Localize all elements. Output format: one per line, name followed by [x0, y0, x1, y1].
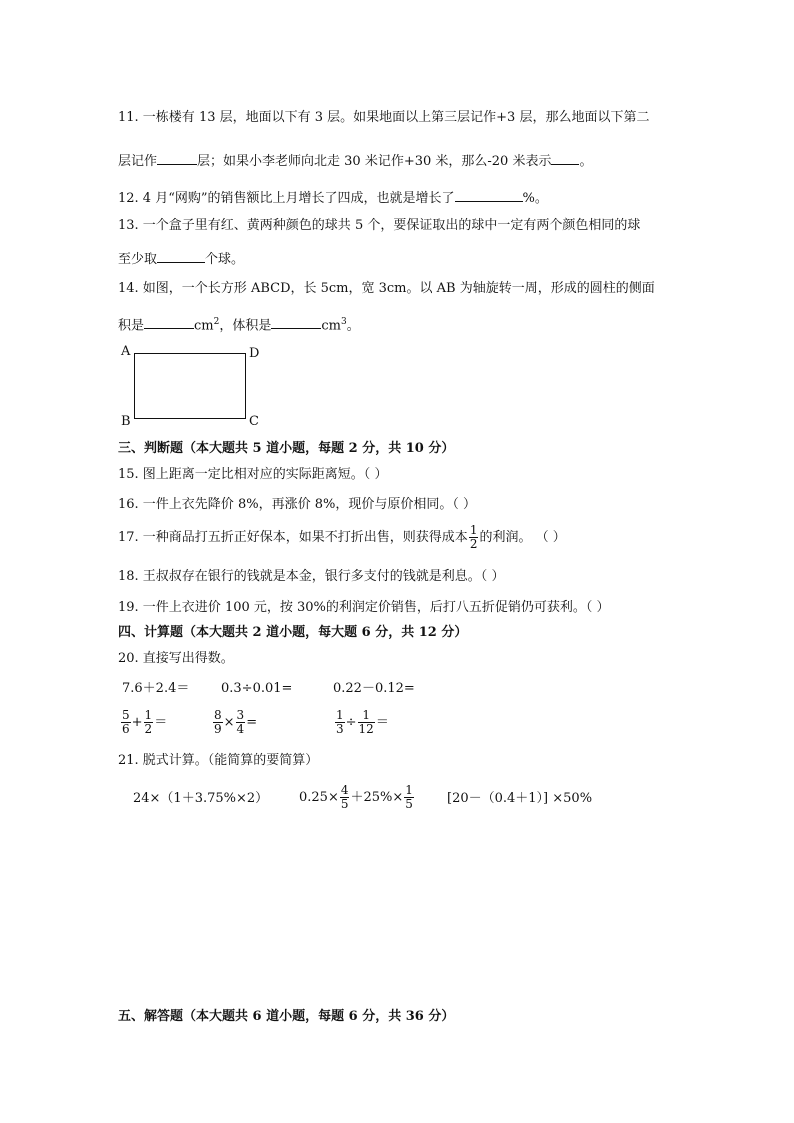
fraction — [340, 784, 350, 811]
question-12 — [118, 189, 548, 207]
fraction-denominator: 2 — [469, 537, 478, 551]
corner-label-c: C — [249, 414, 259, 429]
expr-text: ＋25%× — [350, 790, 404, 805]
q11-text-c: 。 — [579, 154, 593, 169]
q17-text-b: 的利润。 （ ） — [479, 530, 566, 545]
calc-expression: 7.6＋2.4＝ — [122, 681, 190, 696]
question-15: 15. 图上距离一定比相对应的实际距离短。（ ） — [118, 467, 388, 482]
q13-text-a: 至少取 — [118, 252, 158, 267]
fraction — [236, 709, 246, 736]
question-19: 19. 一件上衣进价 100 元，按 30%的利润定价销售，后打八五折促销仍可获利。（ ） — [118, 600, 610, 615]
calc-expression — [299, 782, 415, 814]
fraction-expression-2 — [212, 707, 257, 739]
unit-cm: cm — [194, 318, 214, 334]
fraction-denominator: 9 — [214, 722, 222, 736]
unit-exponent: 2 — [213, 317, 220, 327]
fraction-denominator: 2 — [144, 722, 153, 736]
fraction-numerator: 1 — [358, 709, 375, 723]
question-11-line1: 11. 一栋楼有 13 层，地面以下有 3 层。如果地面以上第三层记作+3 层，那么地面以下第二 — [118, 110, 650, 125]
q14-text-b: ，体积是 — [219, 318, 272, 334]
question-13-line2 — [118, 250, 244, 268]
fraction-numerator: 1 — [405, 783, 413, 797]
question-21-title: 21. 脱式计算。（能简算的要简算） — [118, 753, 319, 768]
calc-expression: 0.3÷0.01= — [221, 681, 293, 696]
corner-label-a: A — [121, 344, 131, 359]
fraction-denominator: 5 — [405, 797, 413, 811]
question-16: 16. 一件上衣先降价 8%，再涨价 8%，现价与原价相同。（ ） — [118, 497, 476, 512]
fraction — [469, 524, 479, 551]
section-3-heading: 三、判断题（本大题共 5 道小题，每题 2 分，共 10 分） — [118, 441, 455, 456]
fraction — [213, 709, 223, 736]
calc-expression: [20－（0.4＋1）] ×50% — [447, 791, 593, 806]
fraction-denominator: 4 — [236, 722, 245, 736]
q11-text-a: 层记作 — [118, 154, 158, 169]
fraction — [335, 709, 345, 736]
fraction-denominator: 12 — [358, 722, 374, 736]
answer-blank[interactable] — [157, 250, 205, 263]
fraction — [121, 709, 131, 736]
fraction — [404, 784, 414, 811]
question-14-line2 — [118, 314, 360, 334]
fraction — [358, 709, 375, 736]
q12-text-b: %。 — [522, 191, 548, 206]
fraction-expression-3 — [334, 707, 389, 739]
calc-expression: 0.22－0.12= — [333, 681, 415, 696]
fraction-denominator: 6 — [122, 722, 130, 736]
corner-label-d: D — [249, 346, 260, 361]
question-20-title: 20. 直接写出得数。 — [118, 651, 234, 666]
rectangle-shape — [134, 353, 246, 419]
fraction-numerator: 1 — [144, 708, 153, 722]
fraction-denominator: 3 — [336, 722, 344, 736]
fraction-numerator: 8 — [214, 708, 222, 722]
answer-blank[interactable] — [551, 152, 579, 165]
equals-sign: ＝ — [154, 715, 168, 730]
q17-text-a: 17. 一种商品打五折正好保本，如果不打折出售，则获得成本 — [118, 530, 468, 545]
equals-sign: ＝ — [375, 715, 389, 730]
section-4-heading: 四、计算题（本大题共 2 道小题，每大题 6 分，共 12 分） — [118, 625, 468, 640]
q14-text-c: 。 — [346, 318, 360, 334]
operator: + — [131, 715, 143, 730]
fraction-numerator: 1 — [469, 523, 478, 537]
q13-text-b: 个球。 — [205, 252, 245, 267]
unit-cm: cm — [321, 318, 341, 334]
answer-blank[interactable] — [144, 316, 194, 329]
answer-blank[interactable] — [157, 152, 197, 165]
question-11-line2 — [118, 152, 592, 170]
corner-label-b: B — [121, 414, 131, 429]
q12-text-a: 12. 4 月“网购”的销售额比上月增长了四成，也就是增长了 — [118, 191, 455, 206]
operator: ÷ — [345, 715, 357, 730]
equals-sign: = — [246, 715, 258, 730]
fraction-expression-1 — [120, 707, 167, 739]
fraction-numerator: 5 — [122, 708, 130, 722]
q14-text-a: 积是 — [118, 318, 145, 334]
expr-text: 0.25× — [299, 790, 339, 805]
calc-expression: 24×（1＋3.75%×2） — [133, 791, 269, 806]
answer-blank[interactable] — [271, 316, 321, 329]
question-18: 18. 王叔叔存在银行的钱就是本金，银行多支付的钱就是利息。（ ） — [118, 569, 505, 584]
operator: × — [223, 715, 235, 730]
fraction-numerator: 1 — [336, 708, 344, 722]
section-5-heading: 五、解答题（本大题共 6 道小题，每题 6 分，共 36 分） — [118, 1009, 455, 1024]
fraction-denominator: 5 — [340, 797, 349, 811]
question-17 — [118, 522, 566, 554]
fraction-numerator: 3 — [236, 708, 245, 722]
unit-exponent: 3 — [340, 317, 347, 327]
fraction-numerator: 4 — [340, 783, 349, 797]
answer-blank[interactable] — [455, 189, 523, 202]
fraction — [144, 709, 154, 736]
q11-text-b: 层；如果小李老师向北走 30 米记作+30 米，那么-20 米表示 — [197, 154, 552, 169]
question-13-line1: 13. 一个盒子里有红、黄两种颜色的球共 5 个，要保证取出的球中一定有两个颜色相同的球 — [118, 218, 641, 233]
question-14-line1: 14. 如图，一个长方形 ABCD，长 5cm，宽 3cm。以 AB 为轴旋转一周，形成的圆柱的侧面 — [118, 281, 655, 296]
